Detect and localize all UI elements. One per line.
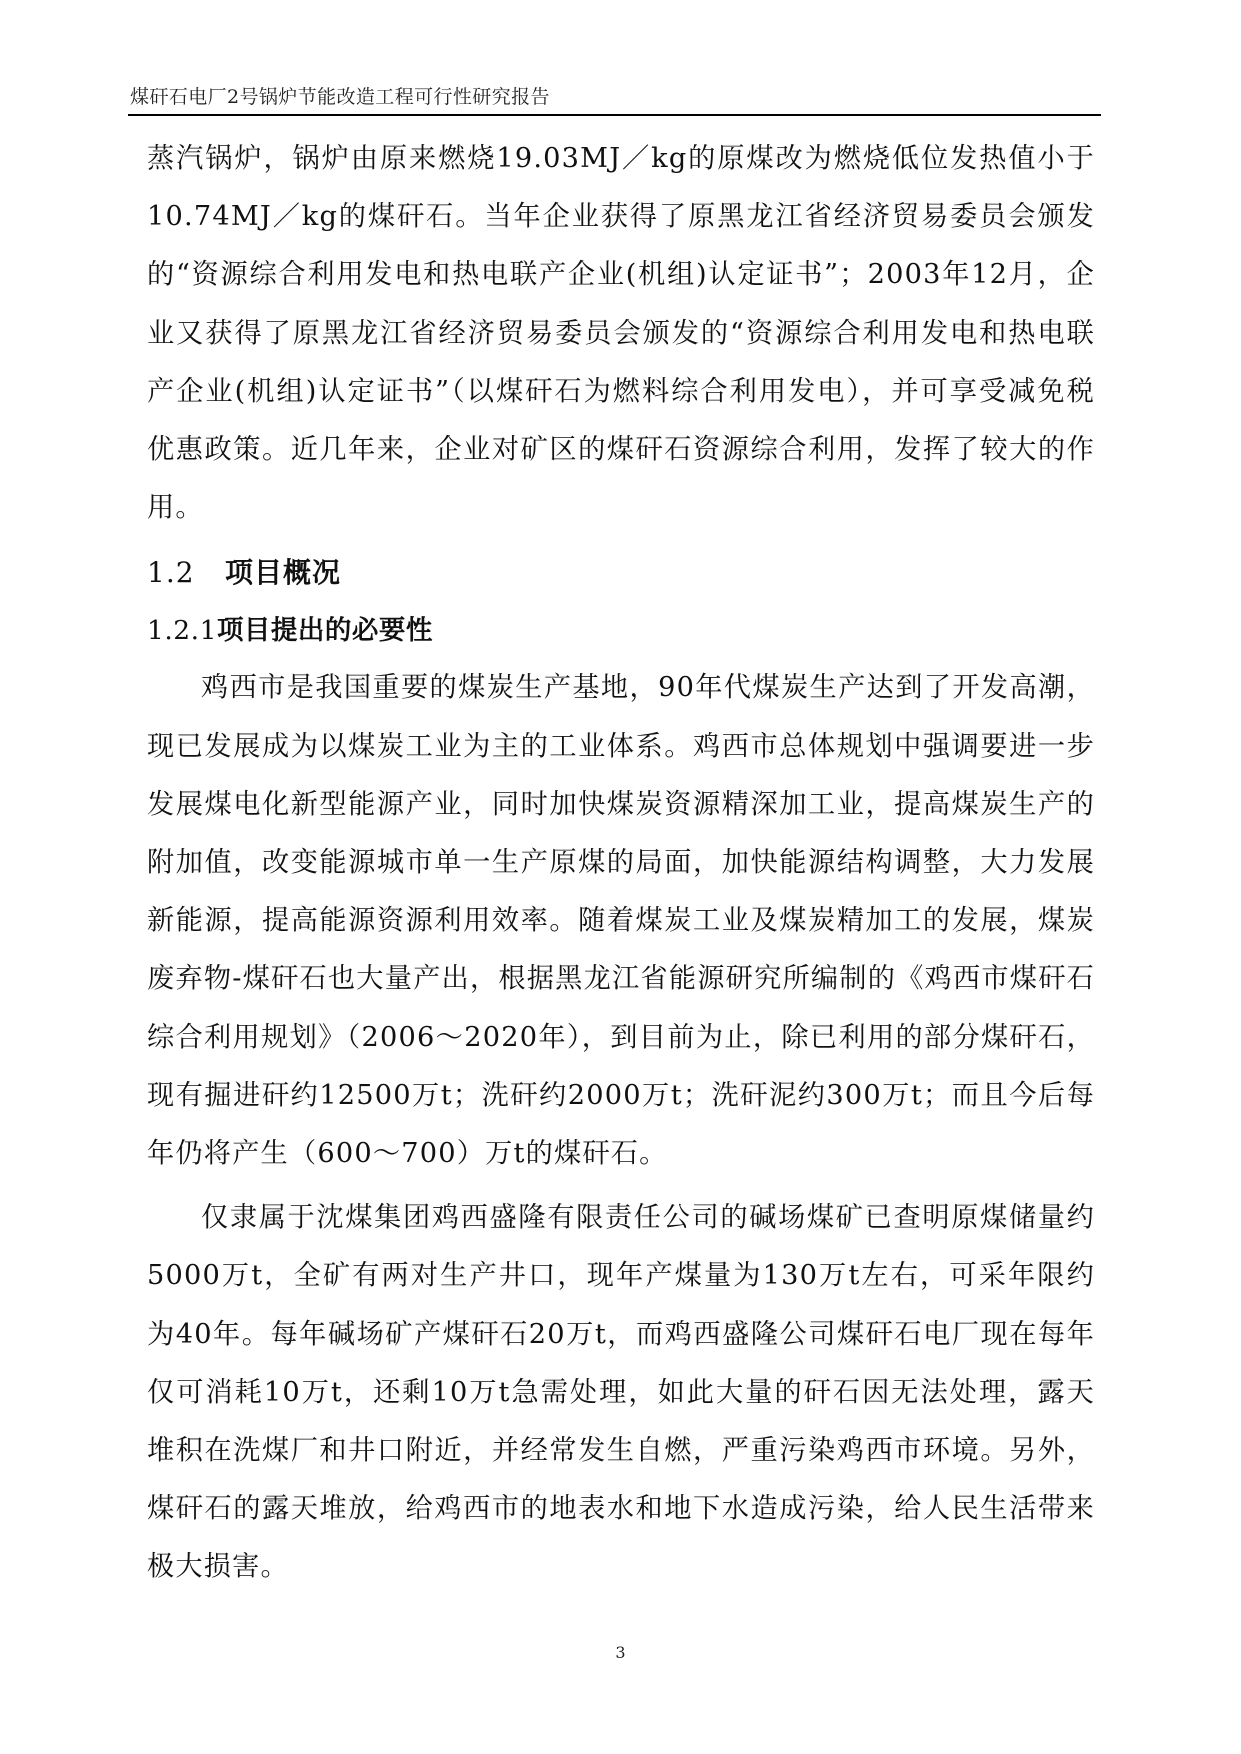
subsection-number: 1.2.1: [147, 615, 217, 647]
subsection-heading: [147, 603, 1095, 659]
header-divider: [128, 114, 1101, 116]
document-title: 煤矸石电厂2号锅炉节能改造工程可行性研究报告: [130, 86, 550, 108]
subsection-title: 项目提出的必要性: [216, 615, 433, 647]
page-header: [128, 86, 1101, 112]
page-number: 3: [615, 1643, 626, 1662]
section-heading: [147, 543, 1095, 603]
page-body: [147, 130, 1095, 1597]
body-paragraph-jianchang-mine: 仅隶属于沈煤集团鸡西盛隆有限责任公司的碱场煤矿已查明原煤储量约5000万t，全矿有两对生产井口，现年产煤量为130万t左右，可采年限约为40年。每年碱场矿产煤矸石20万t，而鸡西盛隆公司煤矸石电厂现在每年仅可消耗10万t，还剩10万t急需处理，如此大量的矸石因无法处理，露天堆积在洗煤厂和井口附近，并经常发生自燃，严重污染鸡西市环境。另外，煤矸石的露天堆放，给鸡西市的地表水和地下水造成污染，给人民生活带来极大损害。: [147, 1202, 1095, 1583]
body-paragraph-necessity: 鸡西市是我国重要的煤炭生产基地，90年代煤炭生产达到了开发高潮，现已发展成为以煤炭工业为主的工业体系。鸡西市总体规划中强调要进一步发展煤电化新型能源产业，同时加快煤炭资源精深加工业，提高煤炭生产的附加值，改变能源城市单一生产原煤的局面，加快能源结构调整，大力发展新能源，提高能源资源利用效率。随着煤炭工业及煤炭精加工的发展，煤炭 废弃物-煤矸石也大量产出，根据黑龙江省能源研究所编制的《鸡西市煤矸石综合利用规划》（2006～2020年），到目前为止，除已利用的部分煤矸石，现有掘进矸约12500万t；洗矸约2000万t；洗矸泥约300万t；而且今后每年仍将产生（600～700）万t的煤矸石。: [147, 672, 1095, 1170]
intro-paragraph: 蒸汽锅炉，锅炉由原来燃烧19.03MJ／kg的原煤改为燃烧低位发热值小于10.74MJ／kg的煤矸石。当年企业获得了原黑龙江省经济贸易委员会颁发的“资源综合利用发电和热电联产企业(机组)认定证书”；2003年12月，企业又获得了原黑龙江省经济贸易委员会颁发的“资源综合利用发电和热电联产企业(机组)认定证书”（以煤矸石为燃料综合利用发电），并可享受减免税优惠政策。近几年来，企业对矿区的煤矸石资源综合利用，发挥了较大的作用。: [147, 143, 1095, 524]
section-title: 项目概况: [225, 556, 342, 590]
section-number: 1.2: [147, 556, 195, 590]
